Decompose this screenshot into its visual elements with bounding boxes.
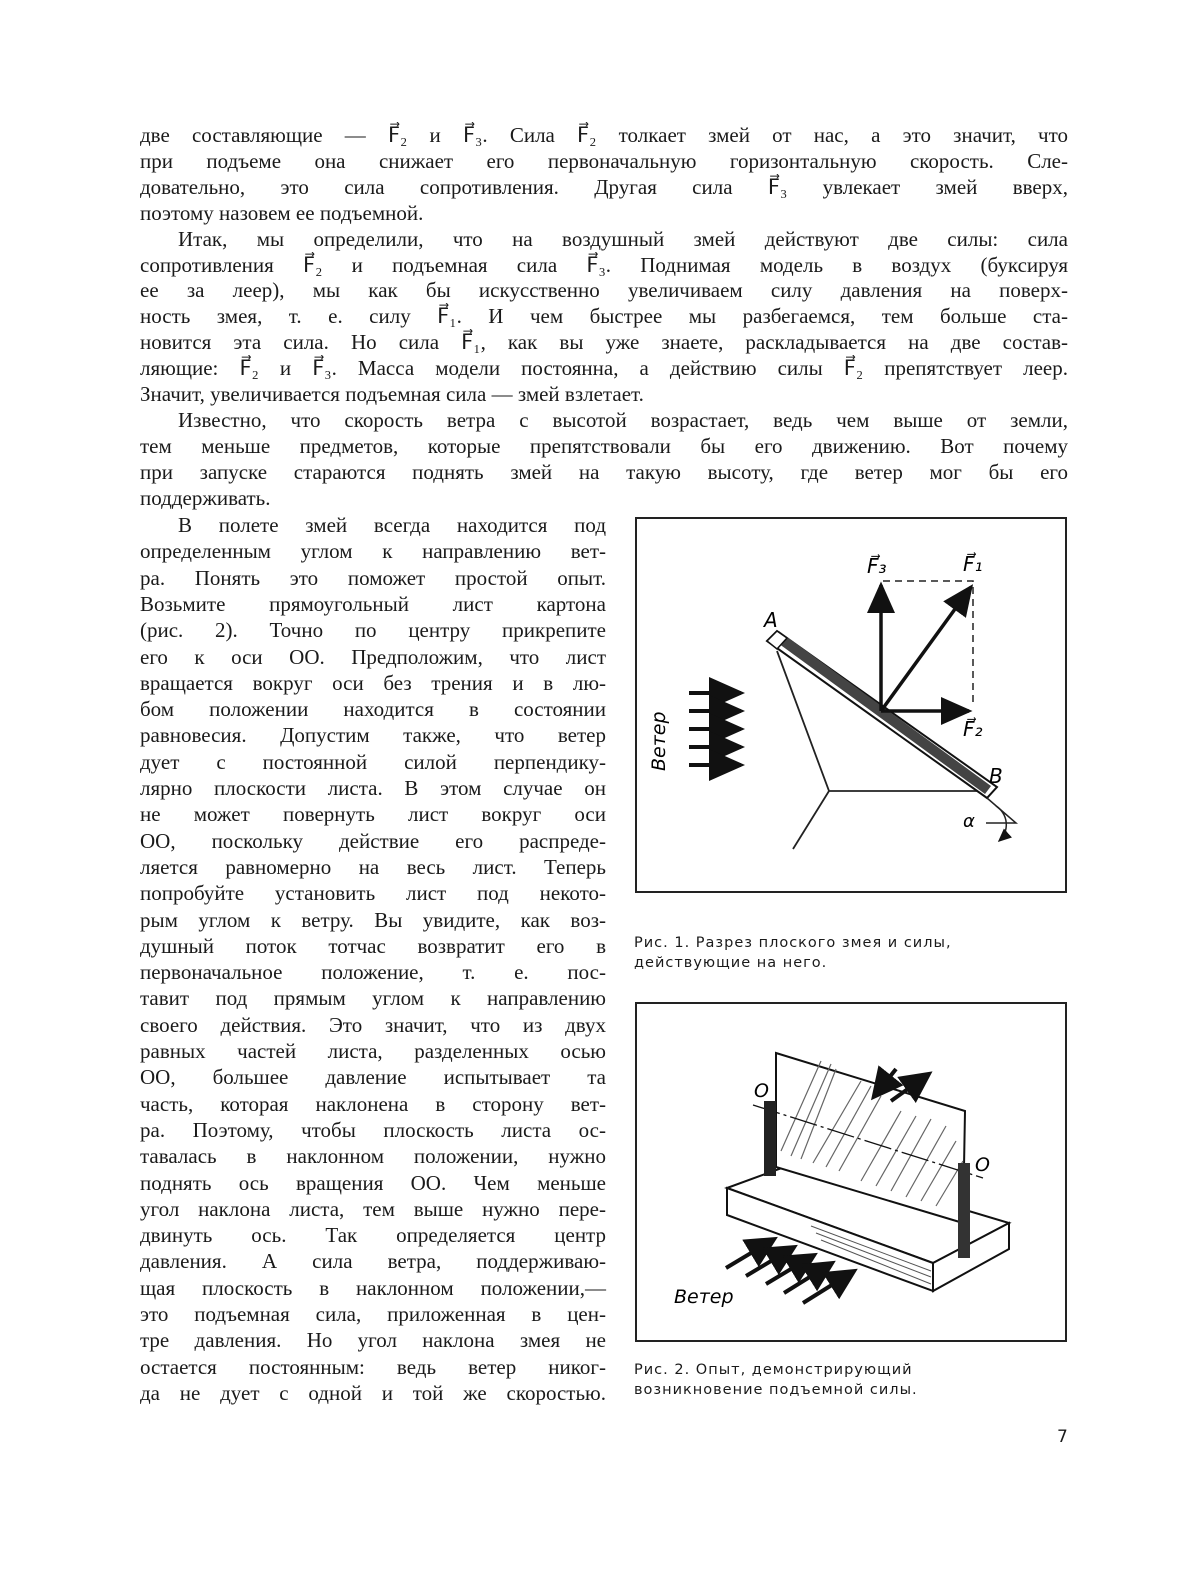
text-line: его к оси ОО. Предположим, что лист	[140, 644, 606, 669]
text-line: бом положении находится в состоянии	[140, 697, 606, 722]
text-line: тавалась в наклонном положении, нужно	[140, 1144, 606, 1169]
label-f1: F⃗₁	[963, 552, 983, 576]
kite-section-diagram	[637, 519, 1065, 891]
text-line: поэтому назовем ее подъемной.	[140, 200, 424, 225]
label-f3: F⃗₃	[867, 554, 887, 578]
label-f2: F⃗₂	[963, 717, 983, 741]
text-line: да не дует с одной и той же скоростью.	[140, 1380, 606, 1405]
text-line: при запуске стараются поднять змей на такую высоту, где ветер мог бы его	[140, 459, 1068, 484]
text-line: душный поток тотчас возвратит его в	[140, 933, 606, 958]
figure-1	[635, 517, 1067, 893]
text-line: равновесия. Допустим также, что ветер	[140, 723, 606, 748]
text-line: равных частей листа, разделенных осью	[140, 1039, 606, 1063]
text-line: две составляющие — F⃗₂ и F⃗₃. Сила F⃗₂ толкает змей от нас, а это значит, что	[140, 123, 1068, 147]
text-line: тре давления. Но угол наклона змея не	[140, 1328, 606, 1353]
text-line: (рис. 2). Точно по центру прикрепите	[140, 618, 606, 643]
text-line: лярно плоскости листа. В этом случае он	[140, 776, 606, 800]
text-line: ее за леер), мы как бы искусственно увеличиваем силу давления на поверх-	[140, 278, 1068, 303]
label-alpha: α	[963, 811, 975, 832]
text-line: тем меньше предметов, которые препятствовали бы его движению. Вот почему	[140, 433, 1068, 458]
figure-1-caption	[634, 933, 952, 973]
text-line: В полете змей всегда находится под	[178, 513, 606, 537]
text-line: щая плоскость в наклонном положении,—	[140, 1275, 606, 1300]
text-line: определенным углом к направлению вет-	[140, 539, 606, 564]
label-a: A	[764, 608, 778, 632]
text-line: давления. А сила ветра, поддерживаю-	[140, 1249, 606, 1274]
caption-line: Рис. 1. Разрез плоского змея и силы,	[634, 935, 952, 951]
text-line: Итак, мы определили, что на воздушный змей действуют две силы: сила	[178, 226, 1068, 251]
text-line: вращается вокруг оси без трения и в лю-	[140, 670, 606, 695]
text-line: своего действия. Это значит, что из двух	[140, 1012, 606, 1037]
text-line: поддерживать.	[140, 485, 271, 510]
text-line: поднять ось вращения ОО. Чем меньше	[140, 1170, 606, 1195]
text-line: довательно, это сила сопротивления. Другая сила F⃗₃ увлекает змей вверх,	[140, 174, 1068, 199]
text-line: при подъеме она снижает его первоначальную горизонтальную скорость. Сле-	[140, 148, 1068, 173]
wind-arrows	[689, 693, 741, 765]
text-line: ра. Поэтому, чтобы плоскость листа ос-	[140, 1117, 606, 1142]
label-o-left: O	[754, 1080, 769, 1102]
page-number: 7	[1057, 1427, 1068, 1447]
label-wind: Ветер	[648, 711, 670, 771]
text-line: не может повернуть лист вокруг оси	[140, 802, 606, 827]
text-line: часть, которая наклонена в сторону вет-	[140, 1091, 606, 1116]
text-line: остается постоянным: ведь ветер никог-	[140, 1354, 606, 1379]
caption-line: Рис. 2. Опыт, демонстрирующий	[634, 1362, 913, 1378]
f1-arrow	[881, 587, 971, 711]
caption-line: действующие на него.	[634, 955, 828, 971]
text-line: ляется равномерно на весь лист. Теперь	[140, 854, 606, 879]
figure-2	[635, 1002, 1067, 1342]
text-line: ра. Понять это поможет простой опыт.	[140, 565, 606, 590]
text-line: Значит, увеличивается подъемная сила — змей взлетает.	[140, 382, 644, 406]
experiment-diagram	[637, 1004, 1065, 1340]
text-line: тавит под прямым углом к направлению	[140, 986, 606, 1011]
text-line: ОО, поскольку действие его распреде-	[140, 828, 606, 853]
caption-line: возникновение подъемной силы.	[634, 1382, 918, 1398]
text-line: дует с постоянной силой перпендику-	[140, 749, 606, 774]
text-line: угол наклона листа, тем выше нужно пере-	[140, 1196, 606, 1221]
text-line: двинуть ось. Так определяется центр	[140, 1223, 606, 1248]
text-line: ОО, большее давление испытывает та	[140, 1065, 606, 1090]
figure-2-caption	[634, 1360, 918, 1400]
label-wind: Ветер	[674, 1286, 734, 1308]
text-line: ность змея, т. е. силу F⃗₁. И чем быстрее мы разбегаемся, тем больше ста-	[140, 304, 1068, 329]
text-line: новится эта сила. Но сила F⃗₁, как вы уже знаете, раскладывается на две состав-	[140, 330, 1068, 355]
text-line: ляющие: F⃗₂ и F⃗₃. Масса модели постоянна, а действию силы F⃗₂ препятствует леер.	[140, 356, 1068, 381]
text-line: Возьмите прямоугольный лист картона	[140, 591, 606, 616]
text-line: Известно, что скорость ветра с высотой возрастает, ведь чем выше от земли,	[178, 407, 1068, 432]
text-line: рым углом к ветру. Вы увидите, как воз-	[140, 907, 606, 932]
label-o-right: O	[975, 1154, 990, 1176]
text-line: попробуйте установить лист под некото-	[140, 881, 606, 906]
label-b: B	[989, 764, 1003, 788]
text-line: первоначальное положение, т. е. пос-	[140, 960, 606, 985]
text-line: сопротивления F⃗₂ и подъемная сила F⃗₃. Поднимая модель в воздух (буксируя	[140, 252, 1068, 277]
text-line: это подъемная сила, приложенная в цен-	[140, 1302, 606, 1326]
